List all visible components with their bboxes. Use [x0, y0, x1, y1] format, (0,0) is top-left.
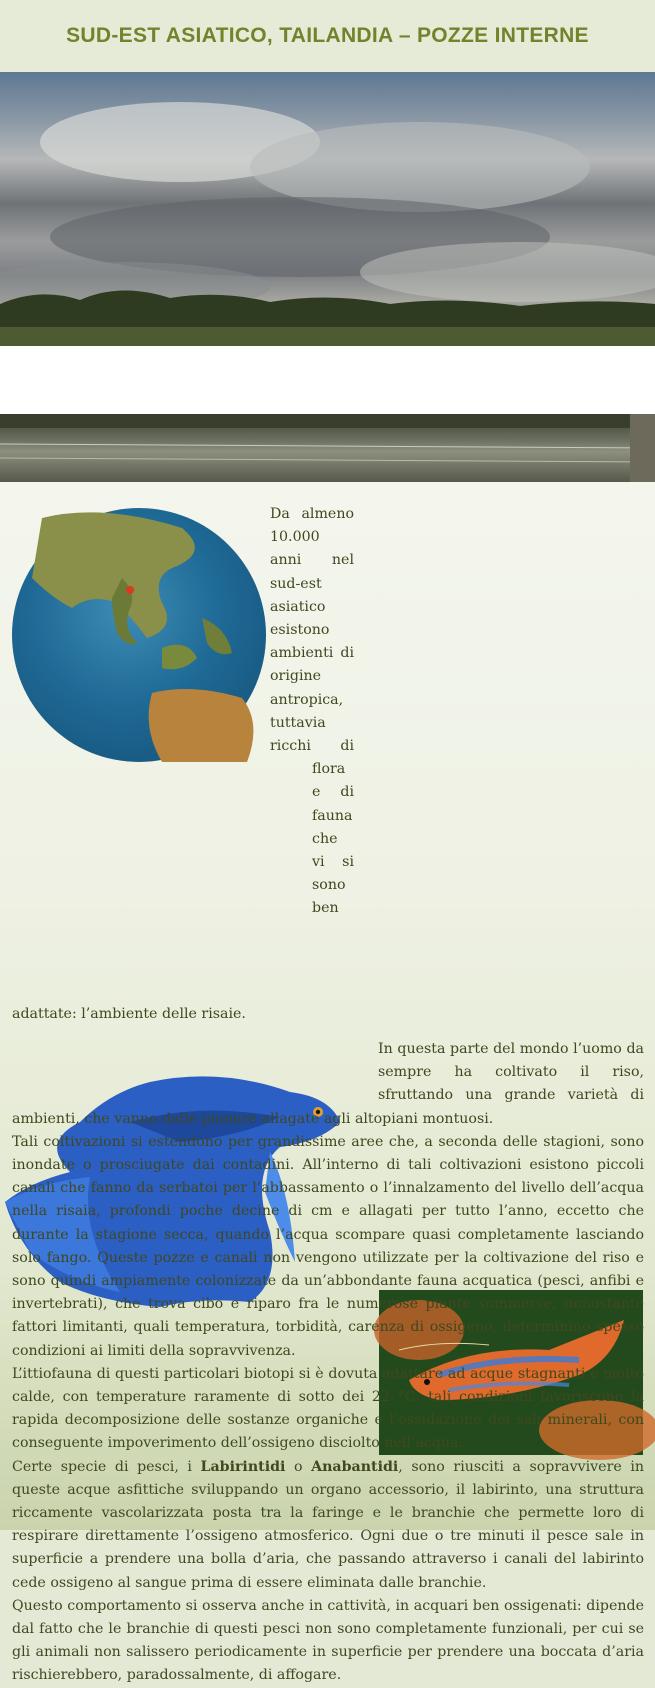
page-title: SUD-EST ASIATICO, TAILANDIA – POZZE INTERNE	[66, 24, 589, 47]
paragraph-5-mid: o	[285, 1458, 312, 1475]
paragraph-4: L’ittiofauna di questi particolari biotopi si è dovuta adattare ad acque stagnanti e molto calde, con temperature raramente di sotto dei 22 °C: tali condizioni favoriscono la rapida decomposizione delle sostanze organiche e l’ossidazione dei sali minerali, con conseguente impoverimento dell’ossigeno disciolto nell’acqua.	[12, 1365, 644, 1452]
paragraph-5	[12, 1456, 644, 1595]
paragraph-2: In questa parte del mondo l’uomo da sempre ha coltivato il riso, sfruttando una grande varietà di ambienti, che vanno dalle pianure allagate agli altopiani montuosi.	[12, 1041, 644, 1127]
paragraph-5-end: , sono riusciti a sopravvivere in queste acque asfittiche sviluppando un organo accessorio, il labirinto, una struttura riccamente vascolarizzata posta tra la faringe e le branchie che permette loro di respirare direttamente l’ossigeno atmosferico. Ogni due o tre minuti il pesce sale in superficie a prendere una bolla d’aria, che passando attraverso i canali del labirinto cede ossigeno al sangue prima di essere eliminata dalle branchie.	[12, 1458, 644, 1591]
paragraph-5-start: Certe specie di pesci, i	[12, 1458, 201, 1475]
paddy-illustration	[0, 414, 655, 482]
header-bar	[0, 0, 655, 72]
term-anabantidi: Anabantidi	[311, 1458, 399, 1475]
paragraph-1: Da almeno 10.000 anni nel sud-est asiatico esistono ambienti di origine antropica, tuttavia ricchi di flora e di fauna che vi si sono ben adattate: l’ambiente delle risaie.	[12, 506, 354, 1022]
paragraph-3: Tali coltivazioni si estendono per grandissime aree che, a seconda delle stagioni, sono inondate o prosciugate dai contadini. All’interno di tali coltivazioni esistono piccoli canali che fanno da serbatoi per l’abbassamento o l’innalzamento del livello dell’acqua nella risaia, profondi poche decine di cm e allagati per tutto l’anno, eccetto che durante la stagione secca, quando l’acqua scompare quasi completamente lasciando solo fango. Queste pozze e canali non vengono utilizzate per la coltivazione del riso e sono quindi ampiamente colonizzate da un’abbondante fauna acquatica (pesci, anfibi e invertebrati), che trova cibo e riparo fra le numerose piante sommerse, nonostante fattori limitanti, quali temperatura, torbidità, carenza di ossigeno, determinino spesso condizioni ai limiti della sopravvivenza.	[12, 1133, 644, 1359]
paddy-photo	[0, 414, 655, 482]
sky-illustration	[0, 72, 655, 346]
paragraph-6: Questo comportamento si osserva anche in cattività, in acquari ben ossigenati: dipende dal fatto che le branchie di questi pesci non sono completamente funzionali, per cui se gli animali non salissero periodicamente in superficie per prendere una boccata d’aria rischierebbero, paradossalmente, di affogare.	[12, 1597, 644, 1684]
term-labirintidi: Labirintidi	[200, 1458, 286, 1475]
sky-photo	[0, 72, 655, 346]
white-spacer	[0, 346, 655, 414]
article-body	[12, 503, 644, 1688]
